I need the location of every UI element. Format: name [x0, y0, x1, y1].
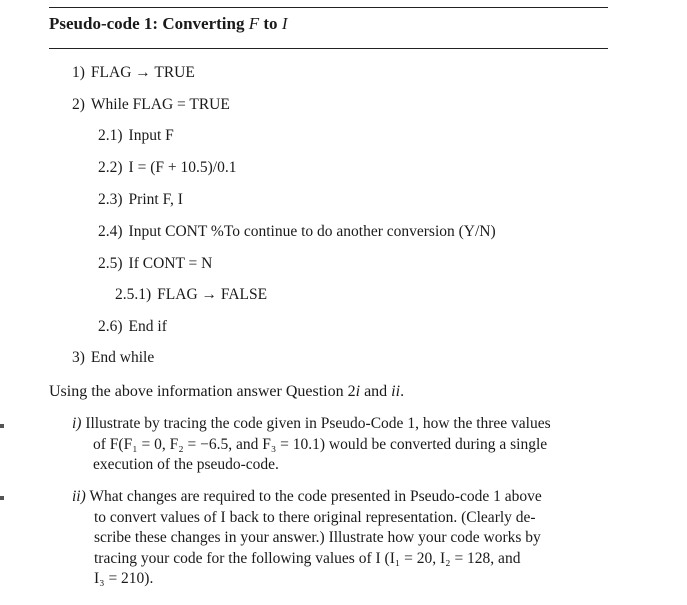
step-line — [98, 223, 496, 241]
question-intro — [49, 383, 404, 401]
pseudo-code-caption — [49, 14, 287, 34]
step-text: Input CONT %To continue to do another conversion (Y/N) — [128, 223, 496, 240]
question-text: Illustrate by tracing the code given in Pseudo-Code 1, how the three values — [85, 415, 551, 432]
intro-period: . — [400, 383, 405, 400]
step-text: Print F, I — [128, 191, 183, 208]
caption-var-f: F — [248, 14, 260, 33]
top-rule — [49, 7, 608, 8]
step-number: 2.6) — [98, 318, 123, 335]
question-line: tracing your code for the following values of I (I₁ = 20, I₂ = 128, and — [94, 549, 521, 567]
step-number: 3) — [72, 349, 85, 366]
question-ii — [72, 487, 592, 590]
step-number: 2.5) — [98, 255, 123, 272]
step-number: 1) — [72, 64, 85, 81]
step-line — [98, 159, 236, 177]
step-line — [98, 255, 212, 273]
question-line — [72, 487, 592, 508]
question-line: scribe these changes in your answer.) Illustrate how your code works by — [94, 529, 541, 546]
step-text: End while — [90, 349, 155, 366]
question-text: What changes are required to the code presented in Pseudo-code 1 above — [89, 488, 542, 505]
step-text: Input F — [128, 127, 174, 144]
step-text: If CONT = N — [128, 255, 213, 272]
question-label: ii) — [72, 488, 86, 505]
step-text: FLAG → TRUE — [90, 64, 195, 81]
caption-label: Pseudo-code 1: — [49, 14, 159, 33]
caption-title-pre: Converting — [162, 14, 245, 33]
step-number: 2.2) — [98, 159, 123, 176]
question-line: I₃ = 210). — [94, 570, 154, 587]
question-line — [72, 414, 592, 435]
step-number: 2.1) — [98, 127, 123, 144]
intro-text: Using the above information answer Question 2 — [49, 383, 356, 400]
intro-and: and — [360, 383, 392, 400]
step-number: 2.3) — [98, 191, 123, 208]
step-text: FLAG → FALSE — [157, 286, 268, 303]
step-line — [115, 286, 267, 304]
step-line — [72, 96, 230, 114]
step-number: 2.4) — [98, 223, 123, 240]
caption-rule — [49, 48, 608, 49]
step-line — [98, 127, 174, 145]
step-text: While FLAG = TRUE — [90, 96, 230, 113]
step-text: End if — [128, 318, 167, 335]
question-line: execution of the pseudo-code. — [93, 456, 279, 473]
step-line — [72, 64, 195, 82]
question-label: i) — [72, 415, 82, 432]
step-line — [72, 349, 154, 367]
question-i — [72, 414, 592, 476]
margin-mark — [0, 496, 4, 500]
caption-var-i: I — [281, 14, 288, 33]
caption-to: to — [263, 14, 278, 33]
intro-part-i: i — [355, 383, 361, 400]
question-line: of F(F₁ = 0, F₂ = −6.5, and F₃ = 10.1) would be converted during a single — [93, 435, 548, 453]
intro-part-ii: ii — [391, 383, 401, 400]
question-line: to convert values of I back to there original representation. (Clearly de- — [94, 508, 536, 526]
step-number: 2) — [72, 96, 85, 113]
step-number: 2.5.1) — [115, 286, 152, 303]
step-line — [98, 191, 183, 209]
step-text: I = (F + 10.5)/0.1 — [128, 159, 237, 176]
margin-mark — [0, 424, 4, 428]
step-line — [98, 318, 167, 336]
